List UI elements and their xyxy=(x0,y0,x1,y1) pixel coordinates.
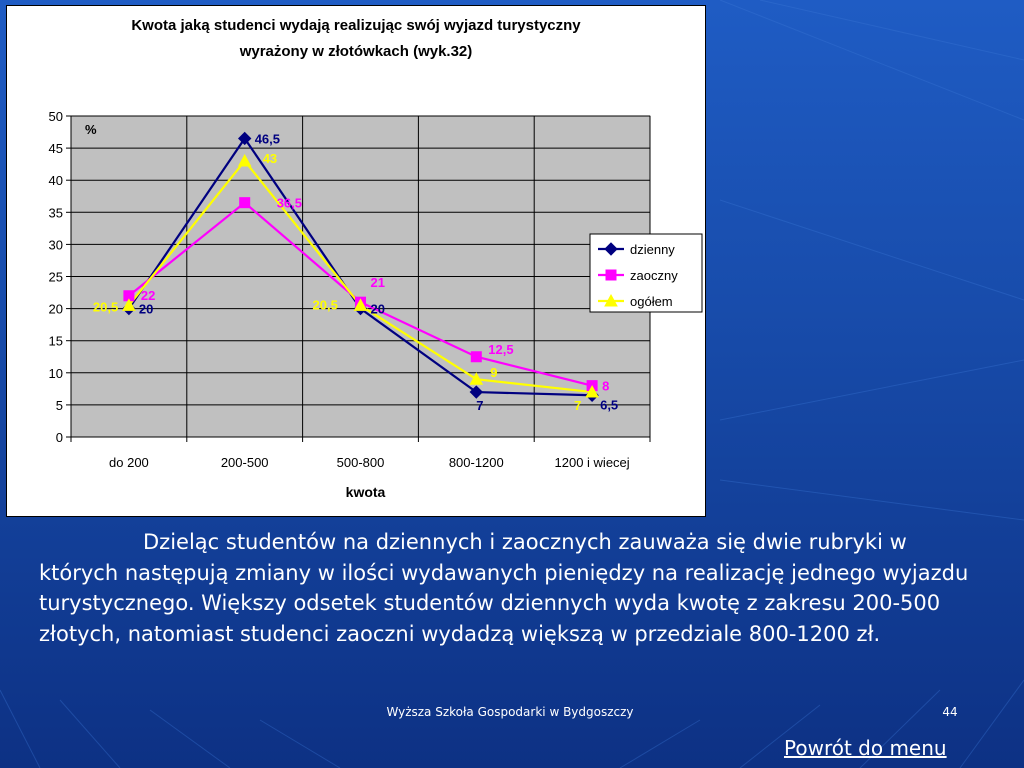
chart-container xyxy=(6,5,706,517)
y-tick-label: 0 xyxy=(55,430,63,445)
legend-marker xyxy=(606,270,616,280)
data-label: 20 xyxy=(370,301,385,317)
x-tick-label: 800-1200 xyxy=(448,455,504,470)
y-tick-label: 40 xyxy=(48,173,63,189)
data-label: 22 xyxy=(140,287,156,303)
data-label: 8 xyxy=(602,378,610,394)
y-tick-label: 15 xyxy=(48,333,63,349)
back-to-menu-link[interactable]: Powrót do menu xyxy=(784,736,947,760)
data-label: 6,5 xyxy=(600,397,619,413)
y-tick-label: 20 xyxy=(48,301,63,317)
data-label: 7 xyxy=(574,398,582,414)
y-tick-label: 10 xyxy=(48,365,63,381)
data-label: 7 xyxy=(476,398,484,414)
line-chart xyxy=(7,6,705,516)
page-number: 44 xyxy=(942,705,958,719)
y-tick-label: 50 xyxy=(48,109,63,124)
x-tick-label: do 200 xyxy=(109,455,149,470)
footer-institution: Wyższa Szkoła Gospodarki w Bydgoszczy xyxy=(386,705,634,719)
data-label: 43 xyxy=(262,150,278,166)
data-label: 36,5 xyxy=(276,195,303,211)
data-label: 20 xyxy=(138,301,154,317)
chart-title-line1: Kwota jaką studenci wydają realizując swój wyjazd turystyczny xyxy=(131,17,581,34)
x-tick-label: 500-800 xyxy=(336,455,385,470)
legend-label: ogółem xyxy=(630,294,673,309)
y-tick-label: 5 xyxy=(55,397,63,413)
y-tick-label: 30 xyxy=(48,237,63,253)
y-tick-label: 45 xyxy=(48,141,63,157)
data-label: 21 xyxy=(370,275,385,291)
data-label: 20,5 xyxy=(312,297,338,313)
data-label: 46,5 xyxy=(254,131,281,147)
y-tick-label: 35 xyxy=(48,205,63,221)
data-label: 12,5 xyxy=(488,341,514,357)
legend-label: zaoczny xyxy=(630,268,678,283)
data-point-series-2 xyxy=(240,198,250,208)
y-axis-label: % xyxy=(85,122,97,137)
data-point-series-2 xyxy=(471,352,481,362)
legend-label: dzienny xyxy=(630,242,675,257)
data-label: 20,5 xyxy=(92,299,119,315)
data-label: 9 xyxy=(490,365,498,381)
x-tick-label: 200-500 xyxy=(220,455,269,470)
description-paragraph: Dzieląc studentów na dziennych i zaocznych zauważa się dwie rubryki w których następują zmiany w ilości wydawanych pieniędzy na realizację jednego wyjazdu turystycznego. Większy odsetek studentów dziennych wyda kwotę z zakresu 200-500 złotych, natomiast studenci zaoczni wydadzą większą w przedziale 800-1200 zł. xyxy=(39,530,969,646)
x-axis-label: kwota xyxy=(345,484,386,500)
x-tick-label: 1200 i wiecej xyxy=(554,455,630,470)
chart-title-line2: wyrażony w złotówkach (wyk.32) xyxy=(239,43,473,60)
y-tick-label: 25 xyxy=(48,269,63,285)
